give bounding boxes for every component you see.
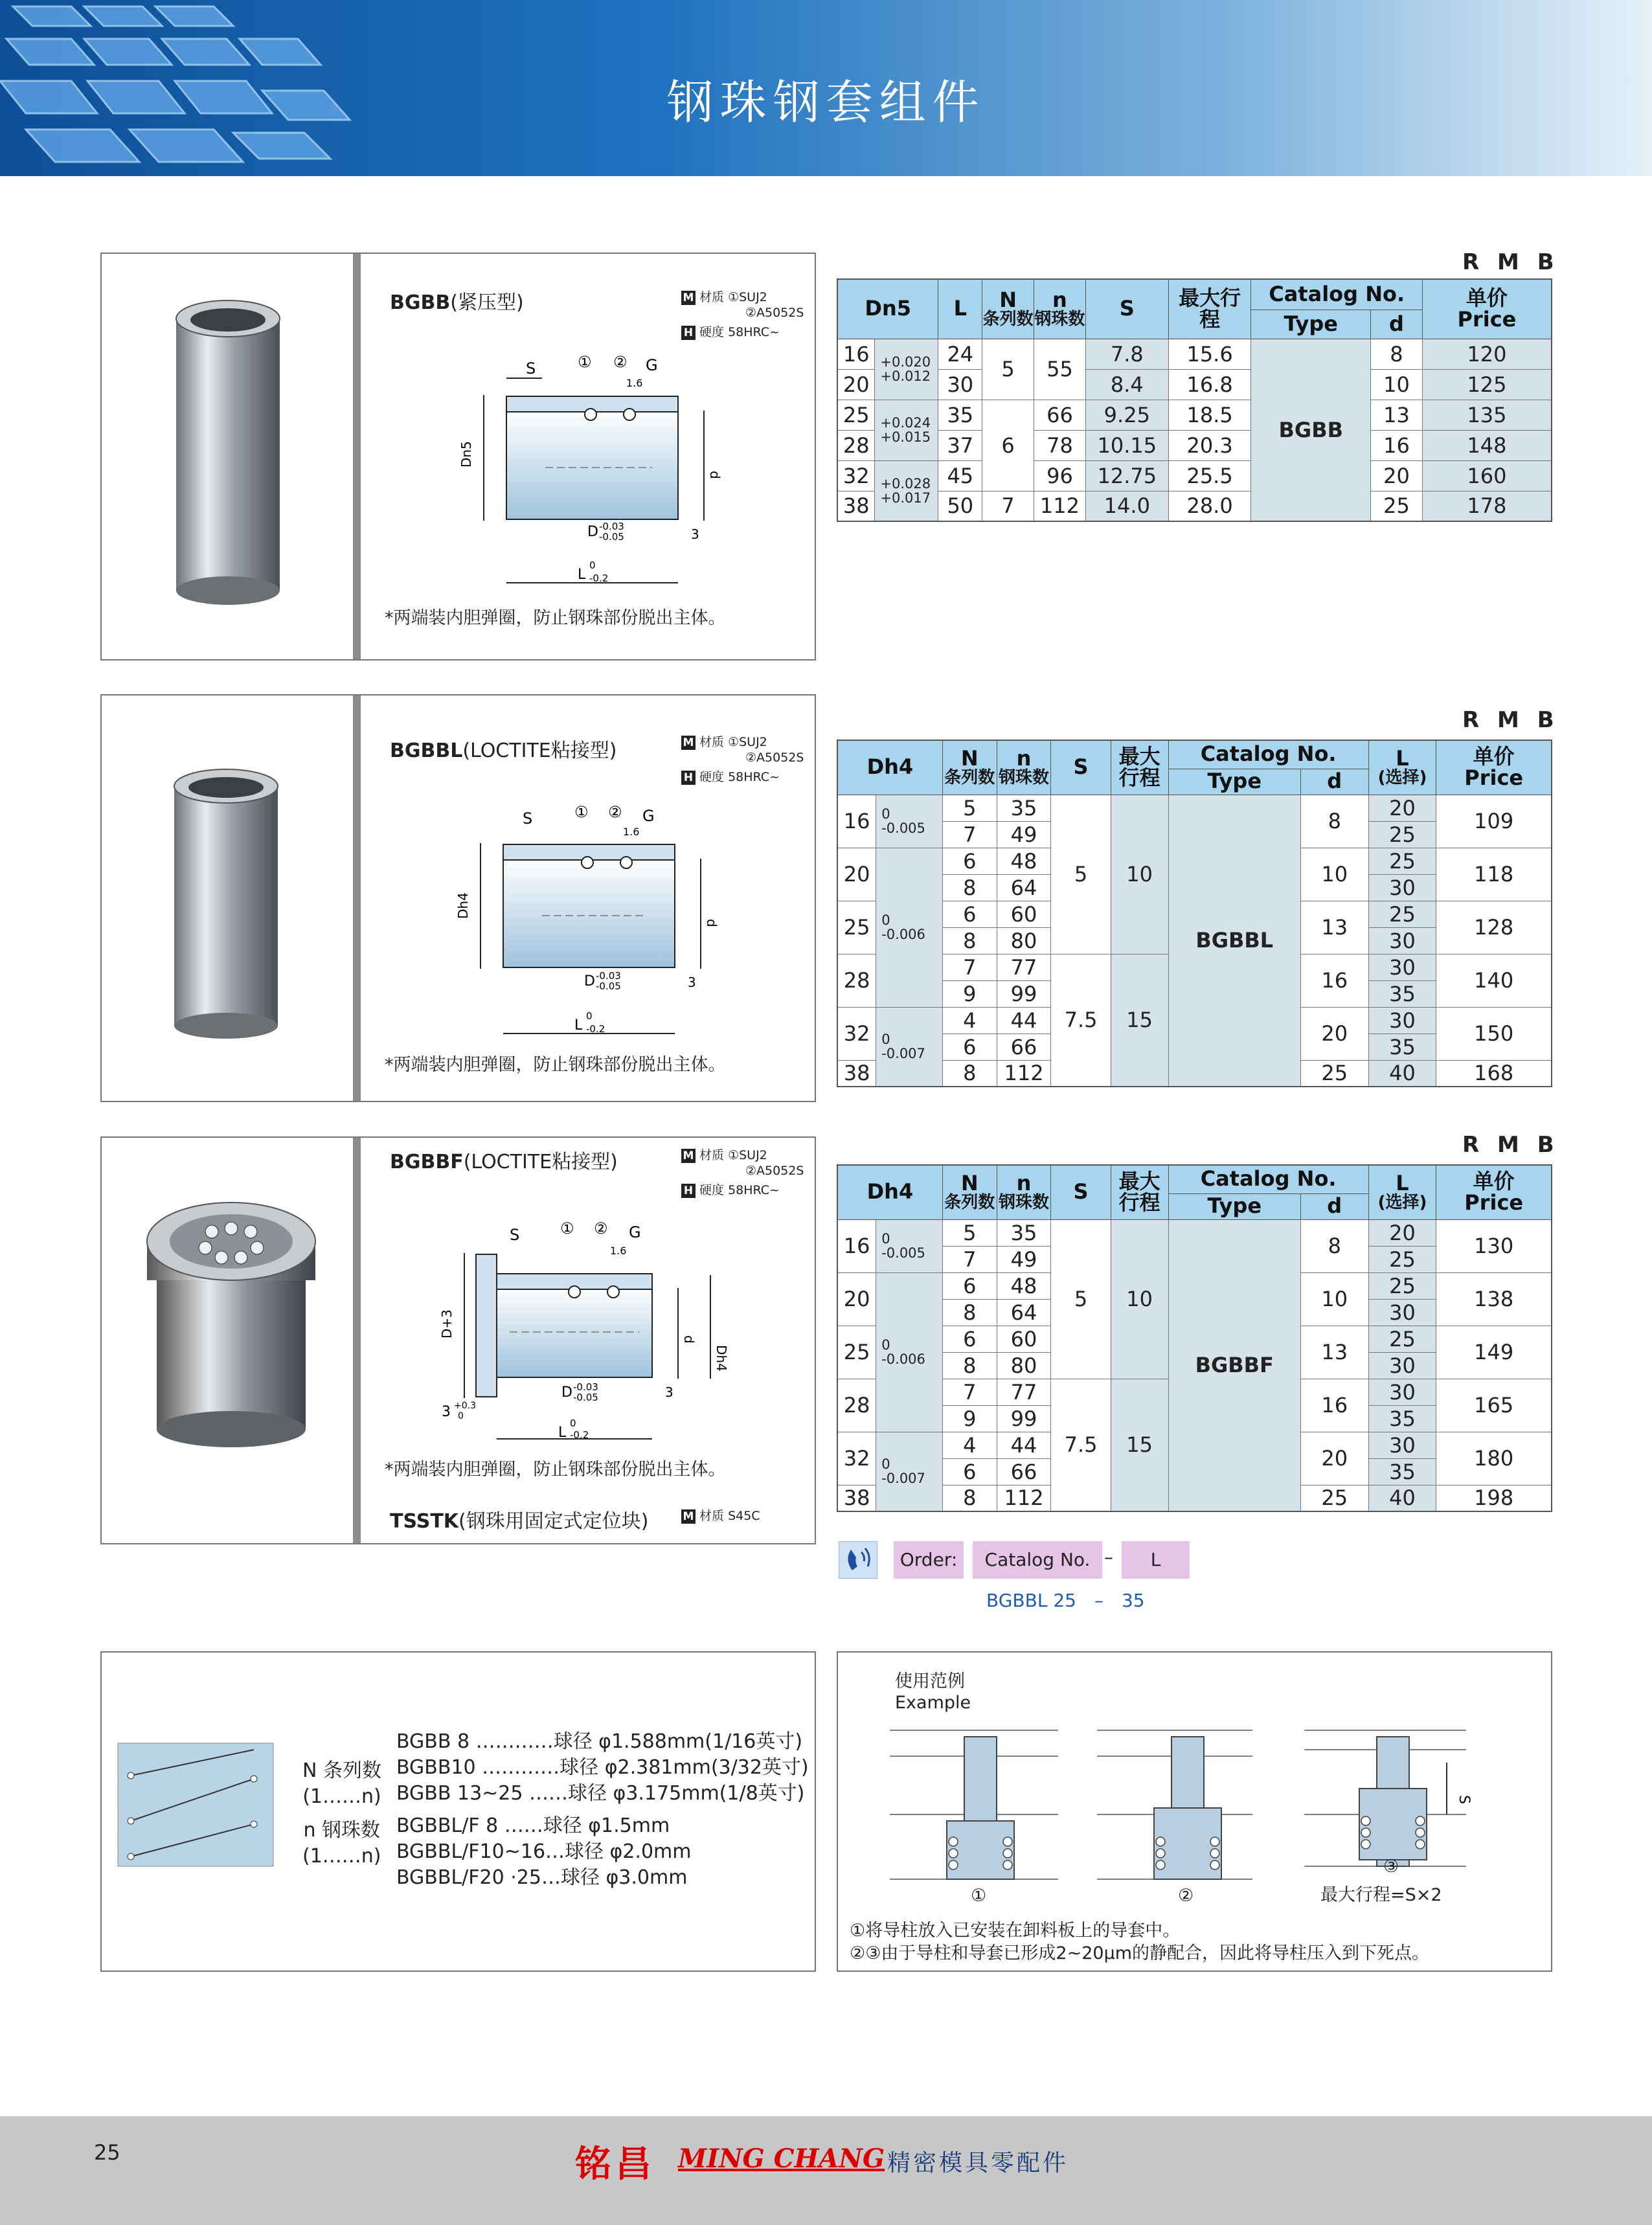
technical-drawing-bgbbf bbox=[406, 1203, 808, 1441]
material-spec: M 材质 ①SUJ2 ②A5052S H 硬度 58HRC~ bbox=[681, 289, 804, 340]
table-row: 16 0 -0.005 5 35 5 10 BGBBF 8 20 130 bbox=[837, 1219, 1552, 1246]
svg-text:①: ① bbox=[574, 803, 589, 821]
material-spec: M 材质 ①SUJ2 ②A5052S H 硬度 58HRC~ bbox=[681, 1147, 804, 1198]
order-l-field: L bbox=[1122, 1541, 1190, 1579]
svg-text:3: 3 bbox=[442, 1404, 451, 1420]
svg-text:Dh4: Dh4 bbox=[455, 892, 471, 919]
table-row: 38 8 112 25 40 198 bbox=[837, 1485, 1552, 1511]
svg-text:②: ② bbox=[594, 1219, 608, 1237]
hardness-icon: H bbox=[681, 326, 696, 340]
table-row: 28 7 77 7.5 15 16 30 140 bbox=[837, 954, 1552, 980]
table-row: 32 +0.028 +0.017 45 96 12.75 25.5 20 160 bbox=[837, 460, 1552, 491]
product-code: BGBBF bbox=[390, 1151, 464, 1173]
usage-notes: ①将导柱放入已安装在卸料板上的导套中。 ②③由于导柱和导套已形成2~20μm的静配合，因此将导柱压入到下死点。 bbox=[850, 1921, 1430, 1963]
svg-text:D: D bbox=[561, 1384, 572, 1401]
table-row: 28 37 78 10.15 20.3 16 148 bbox=[837, 430, 1552, 460]
usage-step-3: ③ bbox=[1383, 1857, 1399, 1877]
svg-text:D+3: D+3 bbox=[439, 1309, 455, 1338]
phone-icon bbox=[839, 1541, 877, 1579]
svg-text:-0.2: -0.2 bbox=[586, 1023, 605, 1035]
page-title: 钢珠钢套组件 bbox=[666, 75, 986, 130]
product-note: *两端装内胆弹圈，防止钢珠部份脱出主体。 bbox=[385, 1055, 726, 1075]
svg-text:d: d bbox=[681, 1335, 697, 1344]
svg-text:-0.03: -0.03 bbox=[573, 1381, 598, 1393]
svg-text:S: S bbox=[523, 809, 533, 828]
svg-text:S: S bbox=[510, 1226, 520, 1244]
sub-product-type: (钢珠用固定式定位块) bbox=[458, 1510, 649, 1533]
table-row: 38 50 7 112 14.0 28.0 25 178 bbox=[837, 491, 1552, 521]
material-spec: M 材质 ①SUJ2 ②A5052S H 硬度 58HRC~ bbox=[681, 734, 804, 785]
page-number: 25 bbox=[94, 2140, 120, 2165]
brand-tagline: 精密模具零配件 bbox=[887, 2150, 1069, 2176]
table-row: 8 64 30 bbox=[837, 874, 1552, 901]
product-panel-bgbb bbox=[100, 253, 816, 661]
sub-material-spec: M 材质 S45C bbox=[681, 1508, 760, 1524]
svg-text:-0.05: -0.05 bbox=[596, 980, 621, 992]
svg-text:G: G bbox=[642, 807, 655, 825]
svg-text:1.6: 1.6 bbox=[610, 1245, 627, 1257]
table-row: 32 0 -0.007 4 44 20 30 150 bbox=[837, 1007, 1552, 1033]
technical-drawing-bgbbl bbox=[438, 793, 801, 1035]
svg-text:1.6: 1.6 bbox=[623, 826, 640, 838]
product-note: *两端装内胆弹圈，防止钢珠部份脱出主体。 bbox=[385, 608, 726, 628]
product-photo-bgbb bbox=[102, 254, 361, 659]
svg-text:①: ① bbox=[560, 1219, 574, 1237]
brand-name-cn: 铭昌 bbox=[575, 2143, 655, 2185]
svg-text:3: 3 bbox=[691, 526, 699, 542]
table-row: 20 30 8.4 16.8 10 125 bbox=[837, 369, 1552, 400]
svg-text:3: 3 bbox=[665, 1384, 673, 1400]
svg-text:1.6: 1.6 bbox=[626, 377, 643, 389]
svg-text:-0.03: -0.03 bbox=[596, 970, 621, 982]
svg-text:-0.2: -0.2 bbox=[589, 572, 609, 584]
table-row: 8 80 30 bbox=[837, 1352, 1552, 1379]
product-type: (紧压型) bbox=[450, 291, 524, 314]
svg-text:3: 3 bbox=[688, 975, 696, 990]
product-note: *两端装内胆弹圈，防止钢珠部份脱出主体。 bbox=[385, 1460, 726, 1480]
svg-text:G: G bbox=[629, 1223, 641, 1241]
product-photo-bgbbl bbox=[102, 695, 361, 1101]
table-row: 25 6 60 13 25 149 bbox=[837, 1326, 1552, 1352]
product-code: BGBB bbox=[390, 291, 451, 314]
svg-text:0: 0 bbox=[570, 1417, 576, 1429]
svg-text:L: L bbox=[574, 1017, 583, 1033]
product-photo-bgbbf bbox=[102, 1138, 361, 1543]
svg-text:-0.05: -0.05 bbox=[573, 1392, 598, 1403]
ball-size-list: BGBB 8 …………球径 φ1.588mm(1/16英寸) BGBB10 …………球径 φ2.381mm(3/32英寸) BGBB 13~25 ……球径 φ3.175mm(1/8英寸) BGBBL/F 8 ……球径 φ1.5mm BGBBL/F10~16…球径 φ2.0mm BGBBL/F20 ·25…球径 φ3.0mm bbox=[396, 1730, 809, 1889]
table-row: 16 0 -0.005 5 35 5 10 BGBBL 8 20 109 bbox=[837, 795, 1552, 821]
currency-label: R M B bbox=[1462, 1132, 1559, 1158]
product-panel-bgbbf bbox=[100, 1136, 816, 1544]
table-row: 25 6 60 13 25 128 bbox=[837, 901, 1552, 927]
svg-text:-0.2: -0.2 bbox=[570, 1429, 589, 1441]
page-header bbox=[0, 0, 1652, 176]
table-row: 9 99 35 bbox=[837, 1405, 1552, 1432]
sub-product-code: TSSTK bbox=[390, 1510, 459, 1533]
order-dash: – bbox=[1104, 1546, 1113, 1568]
usage-title: 使用范例 Example bbox=[895, 1671, 971, 1713]
svg-text:L: L bbox=[578, 567, 586, 583]
usage-example-panel bbox=[837, 1651, 1552, 1972]
table-row: 7 49 25 bbox=[837, 1246, 1552, 1272]
svg-text:D: D bbox=[584, 973, 595, 989]
brand-name-en: MING CHANG bbox=[678, 2143, 885, 2174]
table-row: 8 64 30 bbox=[837, 1299, 1552, 1326]
svg-text:①: ① bbox=[578, 353, 592, 371]
dim-s: S bbox=[526, 359, 536, 378]
svg-text:②: ② bbox=[608, 803, 622, 821]
svg-text:d: d bbox=[707, 471, 723, 479]
product-type: (LOCTITE粘接型) bbox=[462, 740, 617, 762]
svg-text:D: D bbox=[587, 524, 598, 540]
table-row: 16 +0.020 +0.012 24 5 55 7.8 15.6 BGBB 8 120 bbox=[837, 339, 1552, 369]
svg-text:②: ② bbox=[613, 353, 628, 371]
table-row: 28 7 77 7.5 15 16 30 165 bbox=[837, 1379, 1552, 1405]
table-row: 20 0 -0.006 6 48 10 25 138 bbox=[837, 1272, 1552, 1299]
svg-text:L: L bbox=[558, 1425, 567, 1441]
table-row: 38 8 112 25 40 168 bbox=[837, 1060, 1552, 1087]
table-row: 25 +0.024 +0.015 35 6 66 9.25 18.5 13 135 bbox=[837, 400, 1552, 430]
spec-table-bgbbf: Dh4 N 条列数 n 钢珠数 S 最大行程 Catalog No. L (选择) 单价 Price Type d 16 0 -0.005 5 35 5 10 BGBBF 8 20 130 7 49 25 20 0 -0.006 6 48 10 25 138 8 64 30 25 6 60 13 25 149 8 80 30 28 7 77 7.5 15 16 30 165 9 99 35 32 0 -0.007 4 44 20 30 180 6 66 35 38 8 112 25 40 198 bbox=[837, 1164, 1552, 1512]
svg-text:+0.3: +0.3 bbox=[454, 1401, 476, 1411]
svg-text:d: d bbox=[704, 919, 719, 927]
currency-label: R M B bbox=[1462, 249, 1559, 275]
order-example: BGBBL 25 – 35 bbox=[986, 1590, 1145, 1611]
currency-label: R M B bbox=[1462, 707, 1559, 733]
spec-table-bgbbl: Dh4 N 条列数 n 钢珠数 S 最大行程 Catalog No. L (选择) 单价 Price Type d 16 0 -0.005 5 35 5 10 BGBBL 8 20 109 7 49 25 20 0 -0.006 6 48 10 25 118 8 64 30 25 6 60 13 25 128 8 80 30 28 7 77 7.5 15 16 30 140 9 99 35 32 0 -0.007 4 44 20 30 150 6 66 35 38 8 112 25 40 168 bbox=[837, 740, 1552, 1087]
table-row: 32 0 -0.007 4 44 20 30 180 bbox=[837, 1432, 1552, 1458]
product-code: BGBBL bbox=[390, 740, 463, 762]
usage-stroke-formula: 最大行程=S×2 bbox=[1320, 1885, 1442, 1905]
svg-text:0: 0 bbox=[586, 1010, 593, 1022]
table-row: 6 66 35 bbox=[837, 1458, 1552, 1485]
table-row: 6 66 35 bbox=[837, 1033, 1552, 1060]
n-rows-label: N 条列数 (1……n) bbox=[302, 1759, 381, 1808]
svg-text:-0.05: -0.05 bbox=[599, 531, 624, 543]
order-label: Order: bbox=[894, 1541, 964, 1579]
svg-text:0: 0 bbox=[589, 559, 596, 571]
svg-text:Dn5: Dn5 bbox=[458, 441, 474, 468]
svg-text:0: 0 bbox=[458, 1411, 464, 1421]
technical-drawing-bgbb bbox=[438, 338, 801, 584]
n-balls-label: n 钢珠数 (1……n) bbox=[302, 1819, 381, 1868]
col-dn5: Dn5 bbox=[837, 279, 938, 339]
col-l: L bbox=[938, 279, 982, 339]
svg-text:-0.03: -0.03 bbox=[599, 521, 624, 532]
spec-table-bgbb: Dn5 L N 条列数 n 钢珠数 S 最大行程 Catalog No. 单价 Price Type d 16 +0.020 +0.012 24 5 55 7.8 15.6 BGBB 8 120 20 30 8.4 16.8 10 125 25 +0.024 +0.015 35 6 66 9.25 18.5 13 135 28 37 78 10.15 20.3 16 148 32 +0.028 +0.017 45 96 12.75 25.5 20 160 38 50 7 112 14.0 28.0 25 178 bbox=[837, 278, 1552, 522]
product-type: (LOCTITE粘接型) bbox=[463, 1151, 618, 1173]
svg-text:G: G bbox=[646, 356, 658, 374]
order-catalog-field: Catalog No. bbox=[973, 1541, 1102, 1579]
usage-step-2: ② bbox=[1178, 1886, 1194, 1906]
table-row: 9 99 35 bbox=[837, 980, 1552, 1007]
svg-text:S: S bbox=[1456, 1795, 1472, 1804]
product-panel-bgbbl bbox=[100, 694, 816, 1102]
ball-rows-diagram bbox=[118, 1743, 286, 1873]
table-row: 7 49 25 bbox=[837, 821, 1552, 848]
ball-size-legend-panel bbox=[100, 1651, 816, 1972]
material-icon: M bbox=[681, 291, 696, 305]
svg-text:Dh4: Dh4 bbox=[714, 1345, 729, 1372]
table-row: 8 80 30 bbox=[837, 927, 1552, 954]
table-row: 20 0 -0.006 6 48 10 25 118 bbox=[837, 848, 1552, 874]
usage-diagram bbox=[890, 1724, 1537, 1879]
usage-step-1: ① bbox=[971, 1886, 987, 1906]
